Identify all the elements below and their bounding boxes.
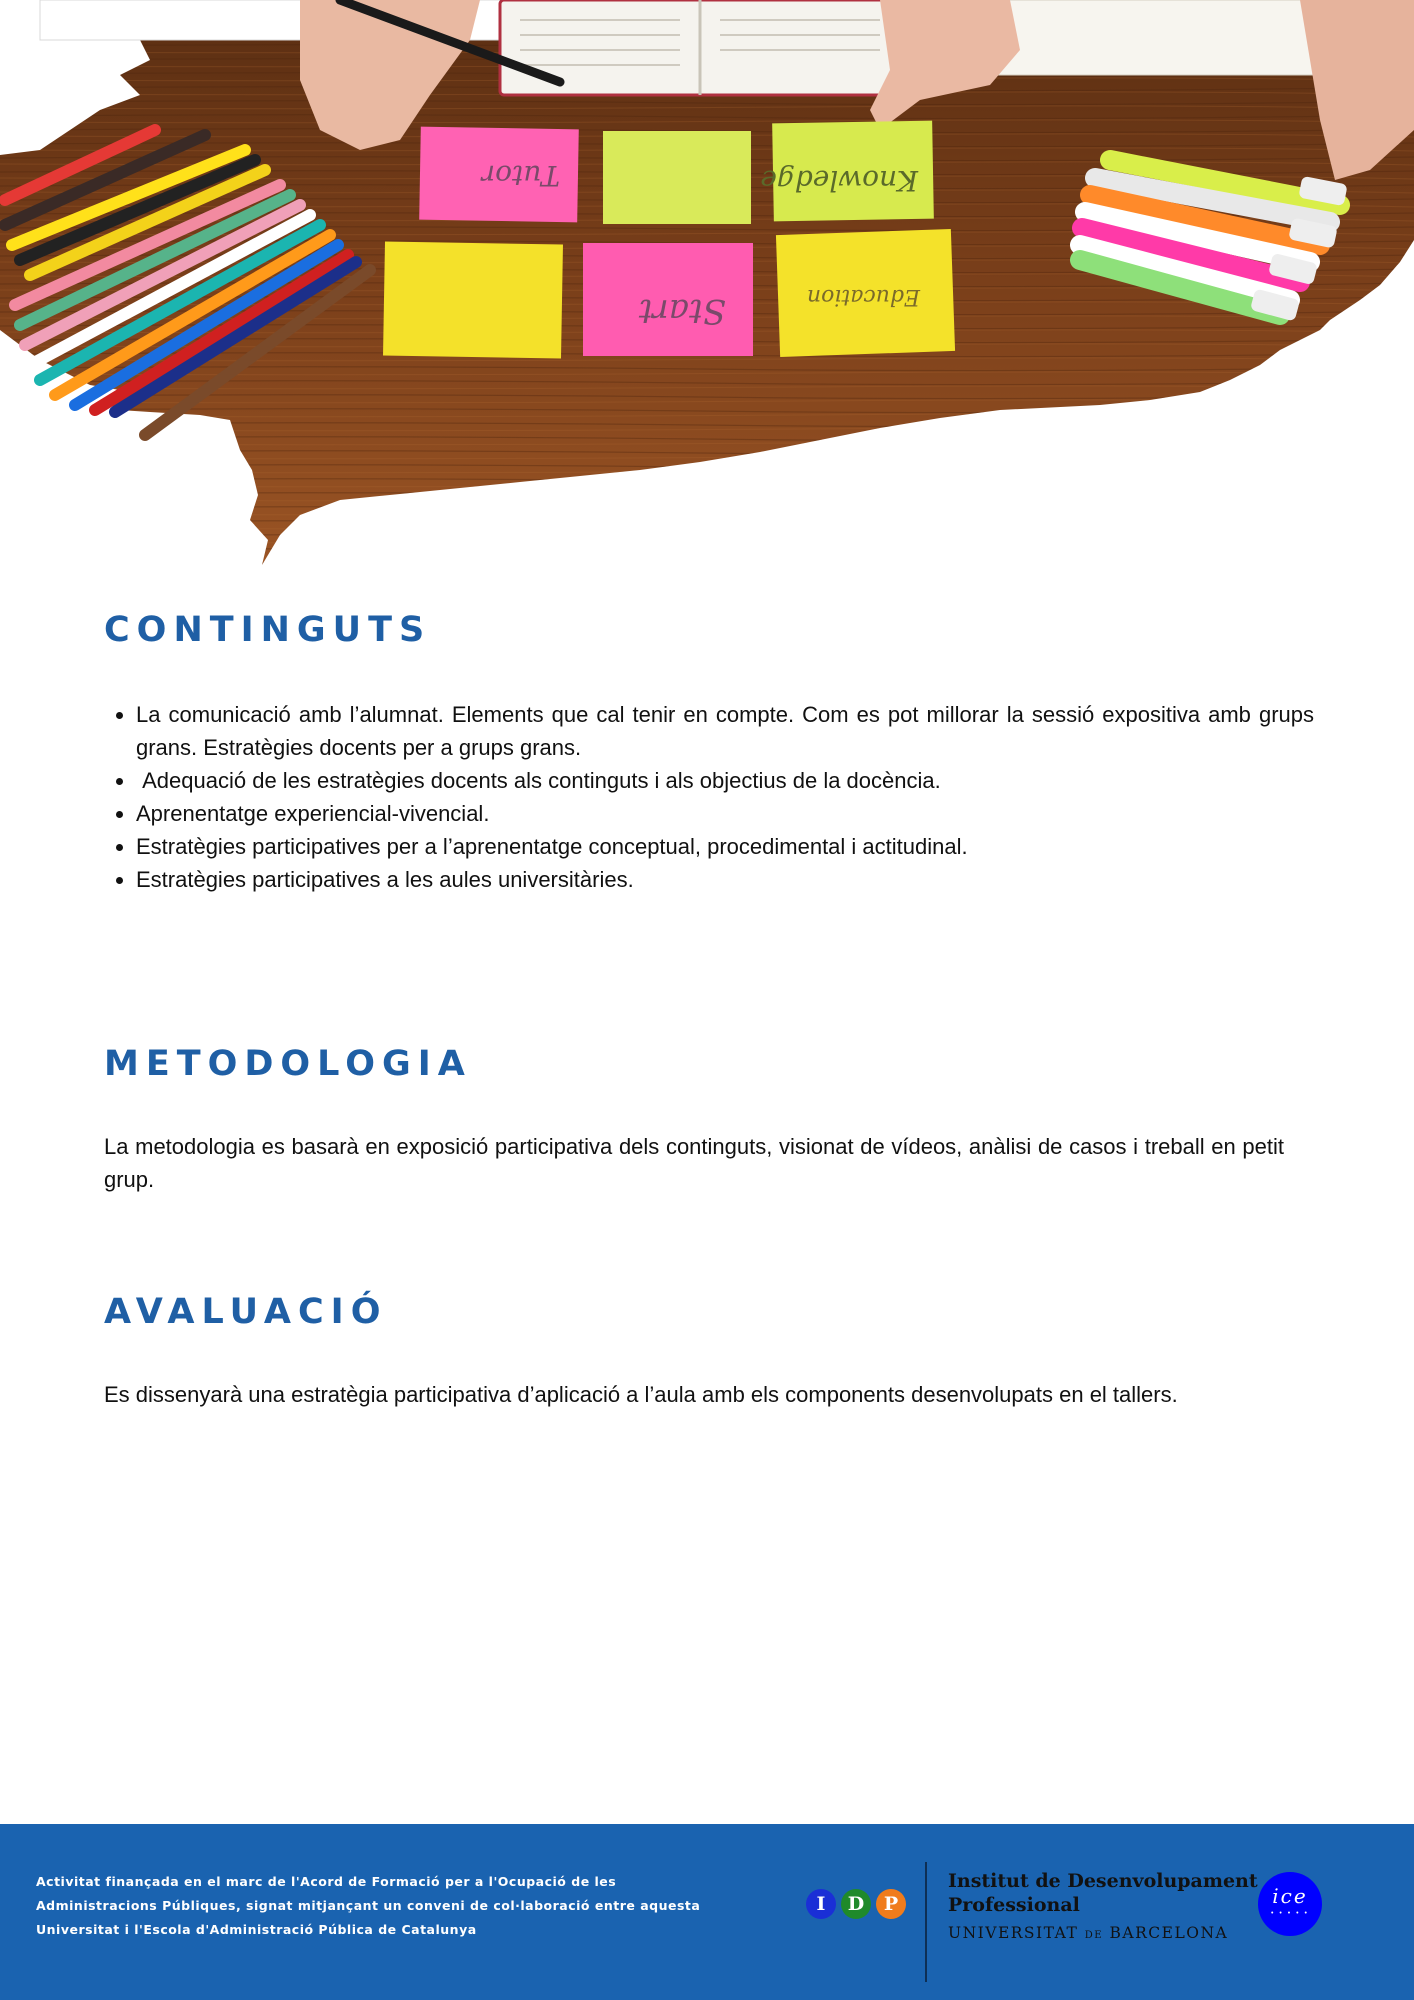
section-continguts xyxy=(104,610,1314,650)
ice-logo-dots-icon: • • • • • xyxy=(1270,1910,1310,1917)
sticky-note-start: Start xyxy=(638,291,726,331)
university-name xyxy=(948,1924,1228,1942)
list-item: • Aprenentatge experiencial-vivencial. xyxy=(136,797,1314,830)
funding-note: Activitat finançada en el marc de l'Acord de Formació per a l'Ocupació de les Administracions Públiques, signat mitjançant un conveni de col·laboració entre aquesta Universitat i l'Escola d'Administració Pública de Catalunya xyxy=(36,1874,701,1937)
sticky-note-knowledge: Knowledge xyxy=(760,164,918,197)
footer-divider xyxy=(925,1862,927,1982)
institute-name-line1: Institut de Desenvolupament xyxy=(948,1870,1258,1892)
institute-name-line2: Professional xyxy=(948,1894,1080,1916)
idp-logo-p: P xyxy=(876,1889,906,1919)
sticky-note-education: Education xyxy=(806,284,920,309)
hero-photo xyxy=(0,0,1414,590)
university-name-a: UNIVERSITAT xyxy=(948,1924,1079,1942)
section-avaluacio xyxy=(104,1292,1314,1332)
idp-logo-i: I xyxy=(806,1889,836,1919)
footer xyxy=(0,1824,1414,2000)
ice-logo-text: ice xyxy=(1272,1884,1308,1908)
list-item: • Adequació de les estratègies docents als continguts i als objectius de la docència. xyxy=(136,764,1314,797)
list-item: • Estratègies participatives a les aules universitàries. xyxy=(136,863,1314,896)
avaluacio-body xyxy=(104,1378,1314,1411)
sticky-note-tutor: Tutor xyxy=(481,159,560,192)
heading-avaluacio: AVALUACIÓ xyxy=(104,1292,388,1332)
metodologia-text: La metodologia es basarà en exposició participativa dels continguts, visionat de vídeos, anàlisi de casos i treball en petit grup. xyxy=(104,1134,1284,1192)
list-item: • La comunicació amb l’alumnat. Elements que cal tenir en compte. Com es pot millorar la sessió expositiva amb grups grans. Estratègies docents per a grups grans. xyxy=(136,698,1314,764)
idp-logo-d: D xyxy=(841,1889,871,1919)
heading-continguts: CONTINGUTS xyxy=(104,610,432,650)
continguts-list-container xyxy=(104,698,1314,896)
university-name-de: DE xyxy=(1084,1930,1104,1941)
university-name-b: BARCELONA xyxy=(1109,1924,1229,1942)
continguts-list xyxy=(104,698,1314,896)
ice-logo-icon xyxy=(1258,1872,1322,1936)
metodologia-body xyxy=(104,1130,1284,1196)
list-item: • Estratègies participatives per a l’aprenentatge conceptual, procedimental i actitudinal. xyxy=(136,830,1314,863)
heading-metodologia: METODOLOGIA xyxy=(104,1044,472,1084)
avaluacio-text: Es dissenyarà una estratègia participativa d’aplicació a l’aula amb els components desenvolupats en el tallers. xyxy=(104,1382,1178,1407)
section-metodologia xyxy=(104,1044,1314,1084)
